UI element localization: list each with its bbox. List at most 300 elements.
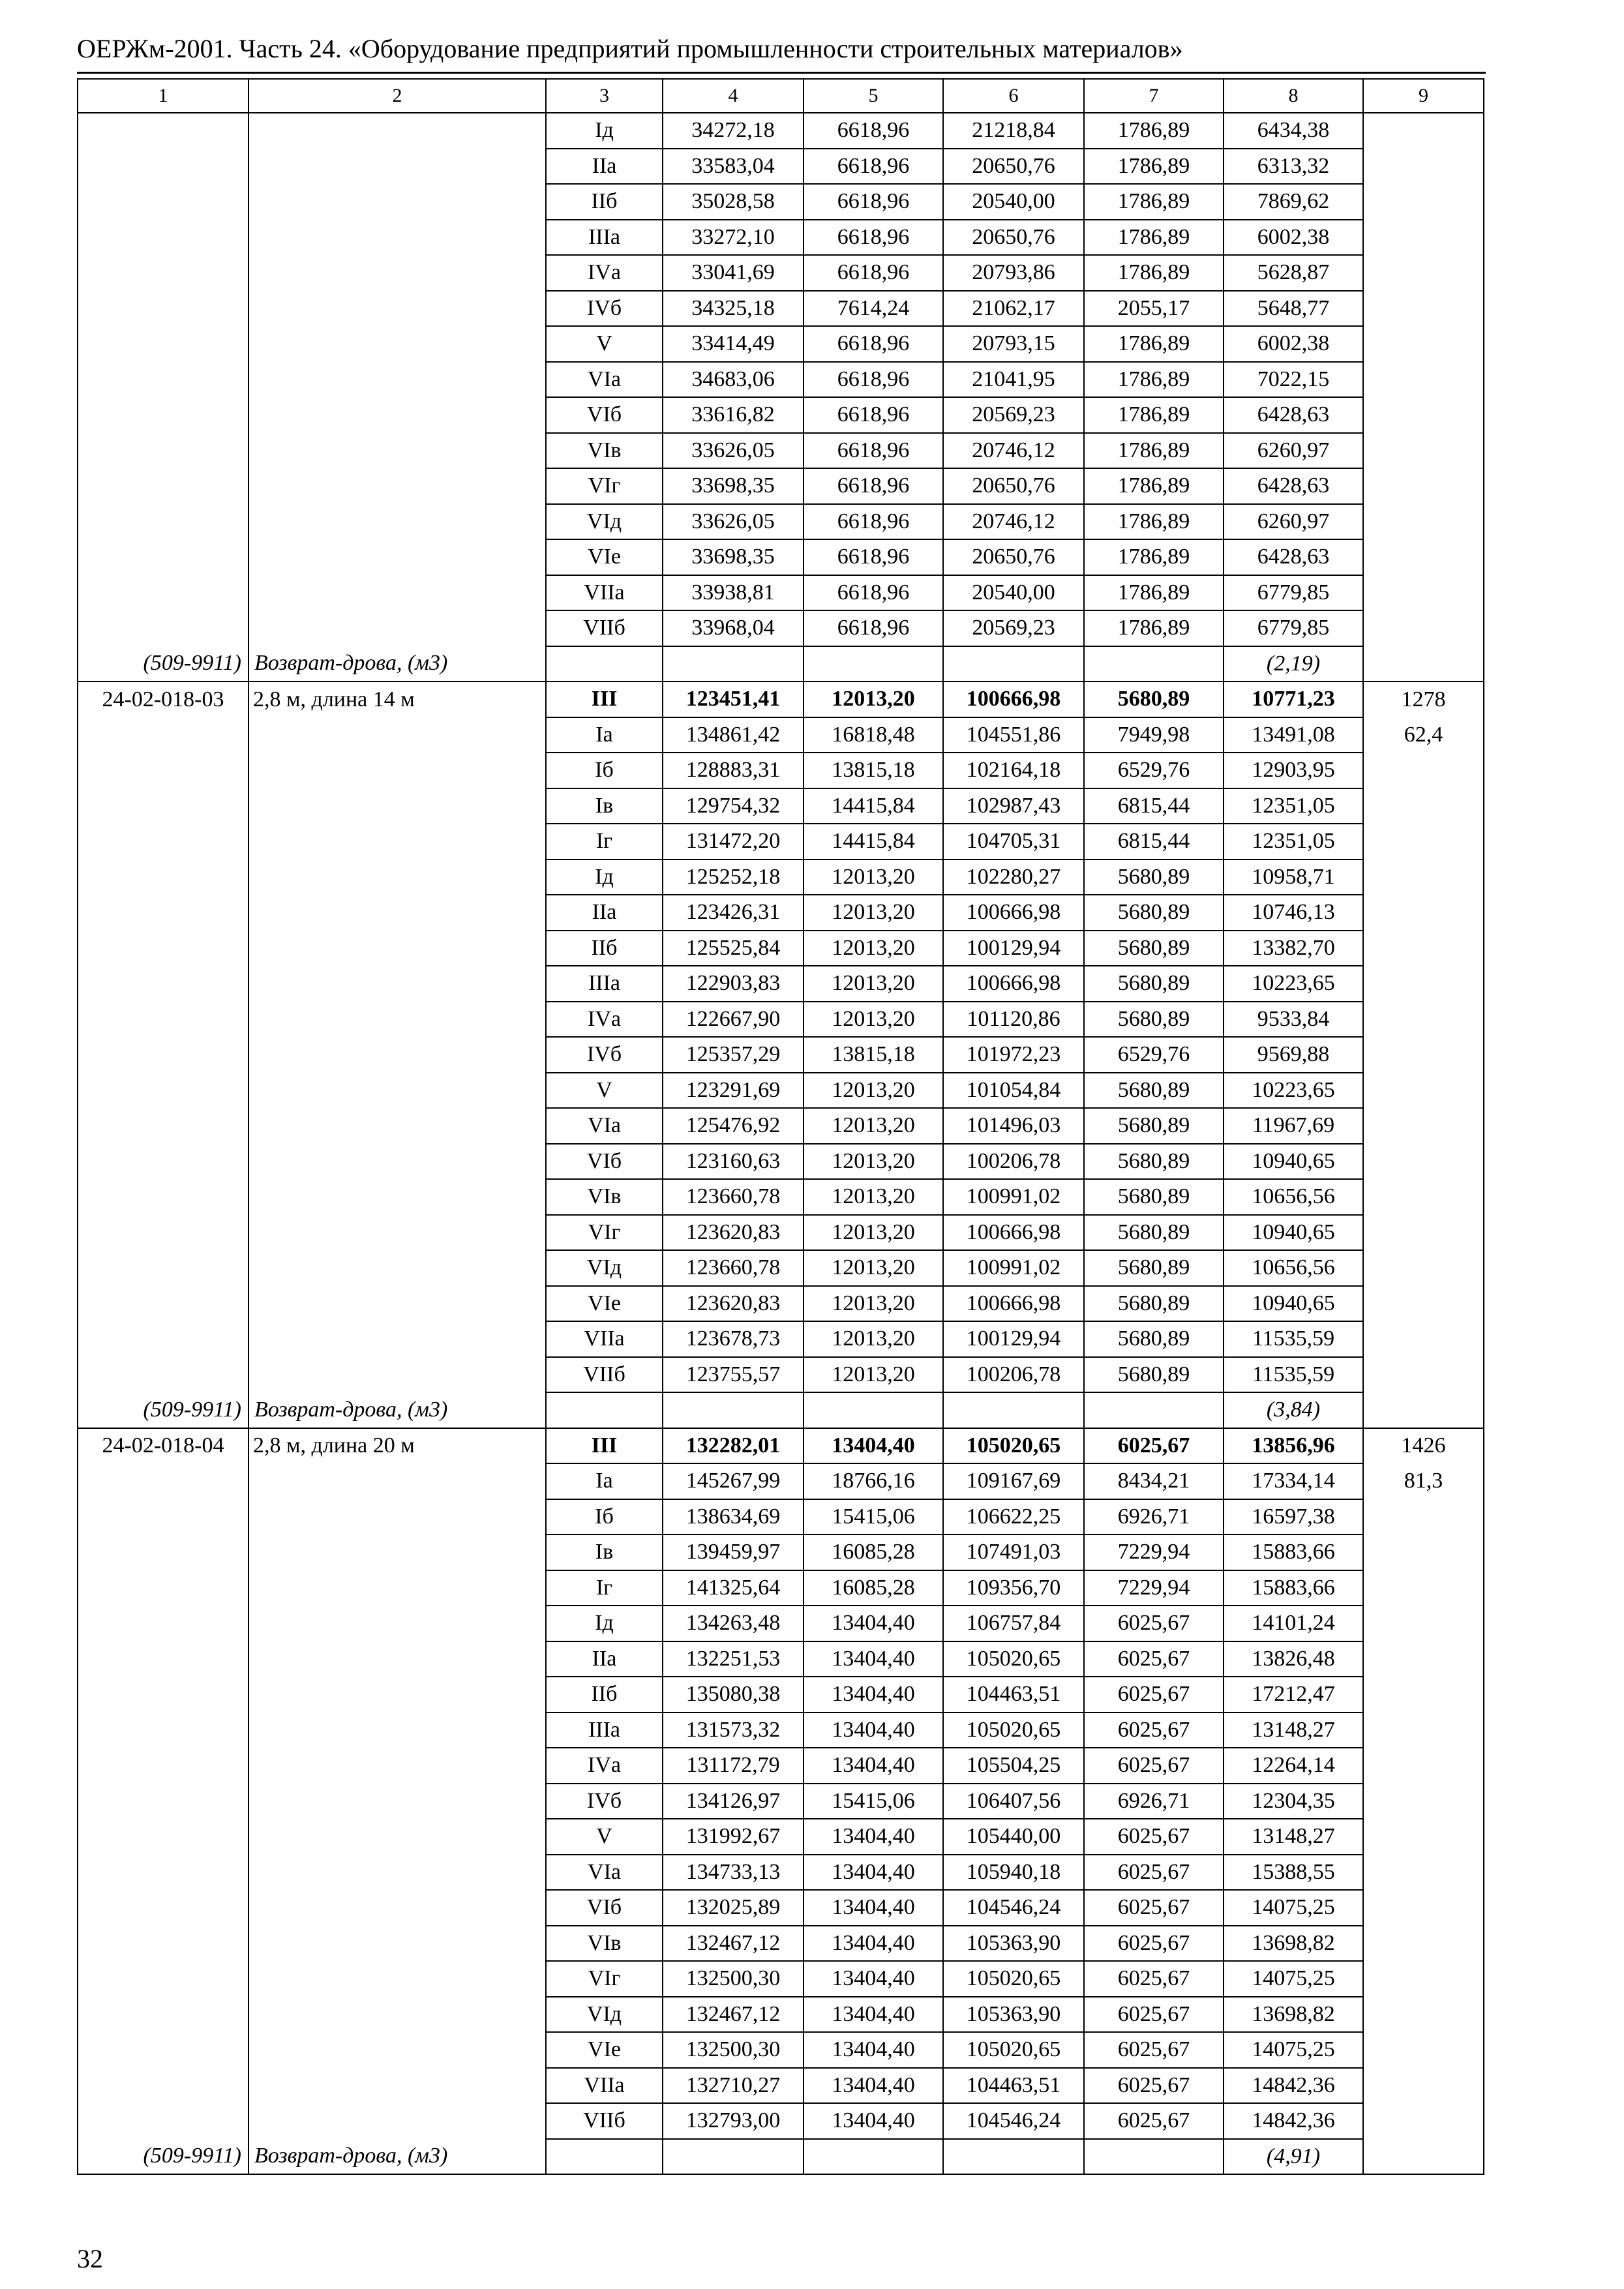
name-cell bbox=[248, 1463, 546, 1499]
value-cell-5: 13404,40 bbox=[804, 1428, 943, 1464]
workers-cell bbox=[1363, 1073, 1484, 1109]
value-cell-8: 14075,25 bbox=[1224, 1890, 1363, 1926]
table-row bbox=[78, 1321, 1484, 1357]
zone-cell: Iа bbox=[546, 1463, 663, 1499]
name-cell bbox=[248, 1215, 546, 1251]
value-cell-4: 35028,58 bbox=[663, 184, 804, 220]
workers-cell bbox=[1363, 1534, 1484, 1570]
value-cell-8: 14075,25 bbox=[1224, 1961, 1363, 1997]
value-cell-8: 13382,70 bbox=[1224, 931, 1363, 966]
value-cell-6: 21062,17 bbox=[943, 291, 1084, 327]
workers-cell bbox=[1363, 1321, 1484, 1357]
value-cell-5: 18766,16 bbox=[804, 1463, 943, 1499]
code-cell bbox=[78, 2103, 248, 2139]
value-cell-7: 6025,67 bbox=[1084, 2103, 1224, 2139]
workers-cell bbox=[1363, 1961, 1484, 1997]
value-cell-8: 6779,85 bbox=[1224, 610, 1363, 646]
table-row bbox=[78, 397, 1484, 433]
value-cell-8: 15388,55 bbox=[1224, 1855, 1363, 1891]
table-row bbox=[78, 468, 1484, 504]
workers-cell bbox=[1363, 1002, 1484, 1038]
workers-cell bbox=[1363, 1108, 1484, 1144]
workers-cell bbox=[1363, 504, 1484, 540]
value-cell-6: 21218,84 bbox=[943, 113, 1084, 149]
empty-cell bbox=[663, 2139, 804, 2175]
value-cell-5: 14415,84 bbox=[804, 824, 943, 860]
value-cell-8: 14842,36 bbox=[1224, 2103, 1363, 2139]
value-cell-6: 20569,23 bbox=[943, 397, 1084, 433]
value-cell-4: 132710,27 bbox=[663, 2068, 804, 2104]
value-cell-4: 141325,64 bbox=[663, 1570, 804, 1606]
price-table bbox=[77, 78, 1484, 2175]
column-number-5: 5 bbox=[804, 79, 943, 113]
value-cell-8: 12351,05 bbox=[1224, 788, 1363, 824]
value-cell-7: 5680,89 bbox=[1084, 1250, 1224, 1286]
value-cell-8: 9533,84 bbox=[1224, 1002, 1363, 1038]
zone-cell: VIг bbox=[546, 468, 663, 504]
value-cell-7: 1786,89 bbox=[1084, 397, 1224, 433]
code-cell bbox=[78, 113, 248, 149]
value-cell-4: 33272,10 bbox=[663, 220, 804, 256]
value-cell-4: 34683,06 bbox=[663, 362, 804, 398]
code-cell bbox=[78, 433, 248, 469]
zone-cell: Iг bbox=[546, 824, 663, 860]
value-cell-4: 132282,01 bbox=[663, 1428, 804, 1464]
value-cell-5: 6618,96 bbox=[804, 255, 943, 291]
name-cell bbox=[248, 1002, 546, 1038]
return-code: (509-9911) bbox=[78, 2139, 248, 2175]
code-cell bbox=[78, 1784, 248, 1819]
table-row bbox=[78, 895, 1484, 931]
value-cell-6: 105020,65 bbox=[943, 1428, 1084, 1464]
workers-cell bbox=[1363, 2068, 1484, 2104]
workers-cell bbox=[1363, 220, 1484, 256]
workers-cell bbox=[1363, 1926, 1484, 1962]
value-cell-5: 13404,40 bbox=[804, 1890, 943, 1926]
workers-cell bbox=[1363, 1677, 1484, 1713]
name-cell bbox=[248, 113, 546, 149]
zone-cell: VIг bbox=[546, 1215, 663, 1251]
workers-cell: 1278 bbox=[1363, 681, 1484, 717]
value-cell-5: 13404,40 bbox=[804, 1748, 943, 1784]
value-cell-4: 33414,49 bbox=[663, 326, 804, 362]
value-cell-4: 33938,81 bbox=[663, 575, 804, 611]
value-cell-6: 20540,00 bbox=[943, 575, 1084, 611]
code-cell bbox=[78, 1641, 248, 1677]
value-cell-4: 33626,05 bbox=[663, 504, 804, 540]
value-cell-6: 100666,98 bbox=[943, 1286, 1084, 1322]
name-cell bbox=[248, 2032, 546, 2068]
code-cell bbox=[78, 1677, 248, 1713]
value-cell-4: 131573,32 bbox=[663, 1713, 804, 1748]
workers-cell bbox=[1363, 895, 1484, 931]
value-cell-7: 5680,89 bbox=[1084, 1179, 1224, 1215]
table-row bbox=[78, 1997, 1484, 2033]
code-cell bbox=[78, 1499, 248, 1535]
name-cell bbox=[248, 1713, 546, 1748]
name-cell bbox=[248, 397, 546, 433]
code-cell bbox=[78, 895, 248, 931]
zone-cell: VIIб bbox=[546, 2103, 663, 2139]
name-cell bbox=[248, 1357, 546, 1393]
value-cell-8: 6002,38 bbox=[1224, 326, 1363, 362]
value-cell-7: 6025,67 bbox=[1084, 1961, 1224, 1997]
value-cell-4: 122903,83 bbox=[663, 966, 804, 1002]
workers-cell: 62,4 bbox=[1363, 717, 1484, 753]
name-cell bbox=[248, 362, 546, 398]
value-cell-7: 6025,67 bbox=[1084, 1713, 1224, 1748]
name-cell bbox=[248, 1286, 546, 1322]
zone-cell: Iд bbox=[546, 113, 663, 149]
workers-cell bbox=[1363, 362, 1484, 398]
value-cell-4: 135080,38 bbox=[663, 1677, 804, 1713]
name-cell bbox=[248, 575, 546, 611]
table-row bbox=[78, 1819, 1484, 1855]
return-row bbox=[78, 1392, 1484, 1428]
value-cell-8: 6260,97 bbox=[1224, 433, 1363, 469]
code-cell bbox=[78, 184, 248, 220]
code-cell bbox=[78, 1037, 248, 1073]
value-cell-7: 6025,67 bbox=[1084, 1428, 1224, 1464]
zone-cell: IVа bbox=[546, 255, 663, 291]
code-cell bbox=[78, 397, 248, 433]
return-code: (509-9911) bbox=[78, 1392, 248, 1428]
value-cell-7: 5680,89 bbox=[1084, 1357, 1224, 1393]
code-cell bbox=[78, 1108, 248, 1144]
zone-cell: VIа bbox=[546, 1108, 663, 1144]
zone-cell: V bbox=[546, 1819, 663, 1855]
table-row bbox=[78, 2103, 1484, 2139]
value-cell-7: 5680,89 bbox=[1084, 860, 1224, 895]
value-cell-6: 105363,90 bbox=[943, 1997, 1084, 2033]
code-cell bbox=[78, 931, 248, 966]
value-cell-6: 109356,70 bbox=[943, 1570, 1084, 1606]
value-cell-7: 1786,89 bbox=[1084, 184, 1224, 220]
value-cell-8: 15883,66 bbox=[1224, 1570, 1363, 1606]
value-cell-5: 12013,20 bbox=[804, 1108, 943, 1144]
value-cell-6: 105940,18 bbox=[943, 1855, 1084, 1891]
value-cell-5: 13404,40 bbox=[804, 1855, 943, 1891]
name-cell bbox=[248, 1321, 546, 1357]
workers-cell bbox=[1363, 1286, 1484, 1322]
value-cell-7: 6025,67 bbox=[1084, 2032, 1224, 2068]
table-row bbox=[78, 1961, 1484, 1997]
value-cell-5: 13404,40 bbox=[804, 2032, 943, 2068]
value-cell-4: 123160,63 bbox=[663, 1144, 804, 1180]
value-cell-4: 123451,41 bbox=[663, 681, 804, 717]
value-cell-4: 132467,12 bbox=[663, 1926, 804, 1962]
workers-cell bbox=[1363, 931, 1484, 966]
value-cell-5: 12013,20 bbox=[804, 681, 943, 717]
value-cell-4: 132467,12 bbox=[663, 1997, 804, 2033]
zone-cell: VIд bbox=[546, 1997, 663, 2033]
value-cell-6: 100666,98 bbox=[943, 681, 1084, 717]
table-row bbox=[78, 1713, 1484, 1748]
value-cell-5: 12013,20 bbox=[804, 1002, 943, 1038]
workers-cell bbox=[1363, 1713, 1484, 1748]
zone-cell: VIв bbox=[546, 433, 663, 469]
value-cell-6: 104546,24 bbox=[943, 1890, 1084, 1926]
value-cell-5: 12013,20 bbox=[804, 1179, 943, 1215]
value-cell-8: 11535,59 bbox=[1224, 1321, 1363, 1357]
zone-cell: VIIб bbox=[546, 1357, 663, 1393]
value-cell-4: 34272,18 bbox=[663, 113, 804, 149]
code-cell bbox=[78, 717, 248, 753]
page-title: ОЕРЖм-2001. Часть 24. «Оборудование предприятий промышленности строительных материалов» bbox=[77, 34, 1183, 63]
value-cell-6: 101496,03 bbox=[943, 1108, 1084, 1144]
name-cell bbox=[248, 433, 546, 469]
name-cell bbox=[248, 291, 546, 327]
value-cell-5: 6618,96 bbox=[804, 113, 943, 149]
value-cell-8: 14842,36 bbox=[1224, 2068, 1363, 2104]
table-row bbox=[78, 575, 1484, 611]
section-code: 24-02-018-03 bbox=[78, 681, 248, 717]
value-cell-8: 13698,82 bbox=[1224, 1926, 1363, 1962]
value-cell-7: 1786,89 bbox=[1084, 149, 1224, 185]
value-cell-6: 104463,51 bbox=[943, 1677, 1084, 1713]
value-cell-6: 21041,95 bbox=[943, 362, 1084, 398]
value-cell-5: 14415,84 bbox=[804, 788, 943, 824]
value-cell-7: 6815,44 bbox=[1084, 824, 1224, 860]
workers-cell bbox=[1363, 824, 1484, 860]
table-row bbox=[78, 1926, 1484, 1962]
value-cell-4: 138634,69 bbox=[663, 1499, 804, 1535]
value-cell-8: 12903,95 bbox=[1224, 753, 1363, 788]
value-cell-8: 13148,27 bbox=[1224, 1713, 1363, 1748]
value-cell-7: 1786,89 bbox=[1084, 539, 1224, 575]
value-cell-8: 5648,77 bbox=[1224, 291, 1363, 327]
code-cell bbox=[78, 1748, 248, 1784]
value-cell-7: 2055,17 bbox=[1084, 291, 1224, 327]
value-cell-5: 12013,20 bbox=[804, 1321, 943, 1357]
empty-cell bbox=[663, 646, 804, 682]
value-cell-8: 13856,96 bbox=[1224, 1428, 1363, 1464]
value-cell-4: 33616,82 bbox=[663, 397, 804, 433]
value-cell-5: 6618,96 bbox=[804, 397, 943, 433]
value-cell-6: 105440,00 bbox=[943, 1819, 1084, 1855]
value-cell-6: 101972,23 bbox=[943, 1037, 1084, 1073]
zone-cell: Iв bbox=[546, 788, 663, 824]
value-cell-7: 6025,67 bbox=[1084, 1748, 1224, 1784]
workers-cell bbox=[1363, 610, 1484, 646]
value-cell-7: 1786,89 bbox=[1084, 610, 1224, 646]
value-cell-8: 12351,05 bbox=[1224, 824, 1363, 860]
return-value: (3,84) bbox=[1224, 1392, 1363, 1428]
value-cell-5: 6618,96 bbox=[804, 539, 943, 575]
workers-cell bbox=[1363, 788, 1484, 824]
column-number-4: 4 bbox=[663, 79, 804, 113]
value-cell-6: 104551,86 bbox=[943, 717, 1084, 753]
value-cell-5: 13815,18 bbox=[804, 753, 943, 788]
value-cell-6: 20793,86 bbox=[943, 255, 1084, 291]
value-cell-4: 132500,30 bbox=[663, 2032, 804, 2068]
table-row bbox=[78, 184, 1484, 220]
value-cell-7: 5680,89 bbox=[1084, 1321, 1224, 1357]
workers-cell bbox=[1363, 1890, 1484, 1926]
code-cell bbox=[78, 468, 248, 504]
name-cell bbox=[248, 966, 546, 1002]
name-cell bbox=[248, 2103, 546, 2139]
value-cell-6: 100666,98 bbox=[943, 966, 1084, 1002]
value-cell-6: 105020,65 bbox=[943, 1961, 1084, 1997]
value-cell-7: 5680,89 bbox=[1084, 1144, 1224, 1180]
name-cell bbox=[248, 1961, 546, 1997]
value-cell-8: 6260,97 bbox=[1224, 504, 1363, 540]
empty-cell bbox=[1084, 646, 1224, 682]
empty-cell bbox=[804, 1392, 943, 1428]
code-cell bbox=[78, 575, 248, 611]
column-number-7: 7 bbox=[1084, 79, 1224, 113]
workers-cell bbox=[1363, 2103, 1484, 2139]
code-cell bbox=[78, 2068, 248, 2104]
code-cell bbox=[78, 291, 248, 327]
name-cell bbox=[248, 753, 546, 788]
name-cell bbox=[248, 1534, 546, 1570]
value-cell-7: 5680,89 bbox=[1084, 681, 1224, 717]
value-cell-8: 10223,65 bbox=[1224, 1073, 1363, 1109]
value-cell-5: 16085,28 bbox=[804, 1534, 943, 1570]
value-cell-5: 12013,20 bbox=[804, 966, 943, 1002]
value-cell-5: 13404,40 bbox=[804, 1997, 943, 2033]
zone-cell: IIа bbox=[546, 1641, 663, 1677]
workers-cell bbox=[1363, 1250, 1484, 1286]
value-cell-7: 6025,67 bbox=[1084, 1997, 1224, 2033]
value-cell-5: 12013,20 bbox=[804, 1073, 943, 1109]
name-cell bbox=[248, 1748, 546, 1784]
value-cell-7: 5680,89 bbox=[1084, 1073, 1224, 1109]
code-cell bbox=[78, 860, 248, 895]
value-cell-5: 6618,96 bbox=[804, 504, 943, 540]
value-cell-6: 102987,43 bbox=[943, 788, 1084, 824]
workers-cell bbox=[1363, 1784, 1484, 1819]
value-cell-4: 131472,20 bbox=[663, 824, 804, 860]
table-row bbox=[78, 931, 1484, 966]
empty-cell bbox=[546, 2139, 663, 2175]
table-row bbox=[78, 113, 1484, 149]
value-cell-4: 123755,57 bbox=[663, 1357, 804, 1393]
table-row bbox=[78, 860, 1484, 895]
name-cell bbox=[248, 1606, 546, 1641]
table-row bbox=[78, 753, 1484, 788]
value-cell-6: 20650,76 bbox=[943, 539, 1084, 575]
value-cell-7: 1786,89 bbox=[1084, 255, 1224, 291]
value-cell-8: 10940,65 bbox=[1224, 1286, 1363, 1322]
zone-cell: Iг bbox=[546, 1570, 663, 1606]
value-cell-6: 104463,51 bbox=[943, 2068, 1084, 2104]
value-cell-7: 5680,89 bbox=[1084, 966, 1224, 1002]
value-cell-6: 102164,18 bbox=[943, 753, 1084, 788]
value-cell-5: 12013,20 bbox=[804, 1215, 943, 1251]
workers-cell bbox=[1363, 1819, 1484, 1855]
table-row bbox=[78, 1108, 1484, 1144]
value-cell-4: 134263,48 bbox=[663, 1606, 804, 1641]
return-value: (4,91) bbox=[1224, 2139, 1363, 2175]
workers-cell bbox=[1363, 1606, 1484, 1641]
name-cell bbox=[248, 1570, 546, 1606]
column-number-1: 1 bbox=[78, 79, 248, 113]
value-cell-5: 15415,06 bbox=[804, 1784, 943, 1819]
value-cell-8: 10771,23 bbox=[1224, 681, 1363, 717]
value-cell-6: 106622,25 bbox=[943, 1499, 1084, 1535]
table-row bbox=[78, 220, 1484, 256]
value-cell-6: 105020,65 bbox=[943, 1641, 1084, 1677]
value-cell-5: 12013,20 bbox=[804, 1286, 943, 1322]
value-cell-5: 15415,06 bbox=[804, 1499, 943, 1535]
empty-cell bbox=[943, 646, 1084, 682]
empty-cell bbox=[804, 646, 943, 682]
workers-cell bbox=[1363, 433, 1484, 469]
value-cell-6: 105504,25 bbox=[943, 1748, 1084, 1784]
code-cell bbox=[78, 326, 248, 362]
value-cell-8: 10746,13 bbox=[1224, 895, 1363, 931]
column-number-row bbox=[78, 79, 1484, 113]
value-cell-8: 10656,56 bbox=[1224, 1179, 1363, 1215]
column-number-2: 2 bbox=[248, 79, 546, 113]
value-cell-7: 5680,89 bbox=[1084, 1286, 1224, 1322]
empty-cell bbox=[546, 1392, 663, 1428]
value-cell-6: 100666,98 bbox=[943, 895, 1084, 931]
return-name: Возврат-дрова, (м3) bbox=[248, 1392, 546, 1428]
name-cell bbox=[248, 824, 546, 860]
zone-cell: IIб bbox=[546, 1677, 663, 1713]
value-cell-7: 6025,67 bbox=[1084, 1606, 1224, 1641]
code-cell bbox=[78, 149, 248, 185]
value-cell-5: 12013,20 bbox=[804, 1144, 943, 1180]
code-cell bbox=[78, 610, 248, 646]
workers-cell bbox=[1363, 149, 1484, 185]
table-row bbox=[78, 1748, 1484, 1784]
value-cell-5: 13404,40 bbox=[804, 1713, 943, 1748]
name-cell bbox=[248, 255, 546, 291]
name-cell bbox=[248, 1073, 546, 1109]
zone-cell: VIа bbox=[546, 362, 663, 398]
zone-cell: VIб bbox=[546, 397, 663, 433]
value-cell-6: 20650,76 bbox=[943, 220, 1084, 256]
table-row bbox=[78, 1215, 1484, 1251]
page-number: 32 bbox=[77, 2244, 103, 2273]
zone-cell: IVа bbox=[546, 1748, 663, 1784]
zone-cell: V bbox=[546, 326, 663, 362]
value-cell-8: 6779,85 bbox=[1224, 575, 1363, 611]
name-cell bbox=[248, 717, 546, 753]
table-row bbox=[78, 1784, 1484, 1819]
zone-cell: VIе bbox=[546, 1286, 663, 1322]
code-cell bbox=[78, 1250, 248, 1286]
value-cell-8: 17212,47 bbox=[1224, 1677, 1363, 1713]
table-row bbox=[78, 610, 1484, 646]
value-cell-4: 123678,73 bbox=[663, 1321, 804, 1357]
zone-cell: IIIа bbox=[546, 1713, 663, 1748]
table-row bbox=[78, 539, 1484, 575]
value-cell-6: 100129,94 bbox=[943, 1321, 1084, 1357]
workers-cell bbox=[1363, 1641, 1484, 1677]
empty-cell bbox=[804, 2139, 943, 2175]
zone-cell: VIд bbox=[546, 504, 663, 540]
empty-cell bbox=[1084, 1392, 1224, 1428]
value-cell-6: 107491,03 bbox=[943, 1534, 1084, 1570]
value-cell-4: 128883,31 bbox=[663, 753, 804, 788]
value-cell-5: 12013,20 bbox=[804, 1357, 943, 1393]
value-cell-8: 10656,56 bbox=[1224, 1250, 1363, 1286]
table-row bbox=[78, 717, 1484, 753]
workers-cell bbox=[1363, 1215, 1484, 1251]
value-cell-8: 6313,32 bbox=[1224, 149, 1363, 185]
value-cell-7: 7229,94 bbox=[1084, 1570, 1224, 1606]
zone-cell: Iд bbox=[546, 860, 663, 895]
workers-cell bbox=[1363, 468, 1484, 504]
value-cell-4: 134733,13 bbox=[663, 1855, 804, 1891]
zone-cell: Iв bbox=[546, 1534, 663, 1570]
